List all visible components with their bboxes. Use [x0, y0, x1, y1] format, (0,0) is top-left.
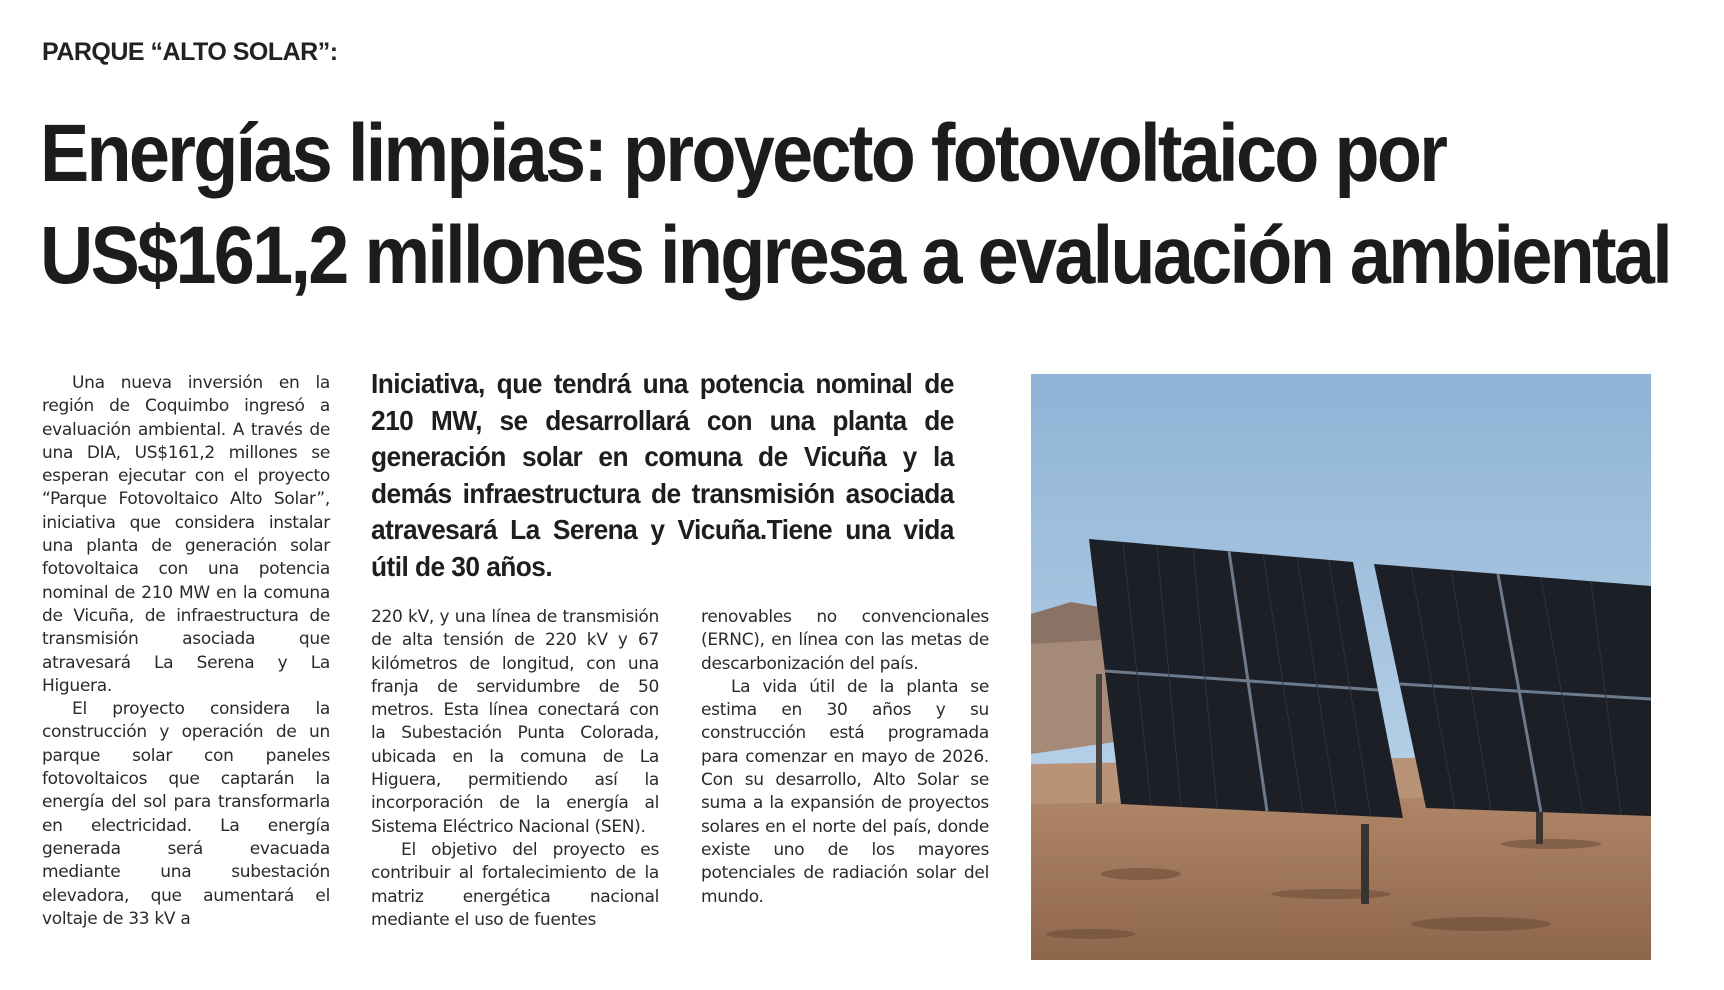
body-paragraph: Una nueva inversión en la región de Coquimbo ingresó a evaluación ambiental. A través de una DIA, US$161,2 millones se esperan ejecutar con el proyecto “Parque Fotovoltaico Alto Solar”, iniciativa que considera instalar una planta de generación solar fotovoltaica con una potencia nominal de 210 MW en la comuna de Vicuña, de infraestructura de transmisión asociada que atravesará La Serena y La Higuera.	[42, 373, 330, 696]
body-column-2	[371, 606, 659, 932]
body-paragraph: 220 kV, y una línea de transmisión de alta tensión de 220 kV y 67 kilómetros de longitud, con una franja de servidumbre de 50 metros. Esta línea conectará con la Subestación Punta Colorada, ubicada en la comuna de La Higuera, permitiendo así la incorporación de la energía al Sistema Eléctrico Nacional (SEN).	[371, 607, 659, 837]
article-headline	[40, 103, 1671, 307]
body-column-1	[42, 372, 330, 931]
solar-panels-photo	[1031, 374, 1651, 960]
body-column-3	[701, 606, 989, 909]
article-kicker: PARQUE “ALTO SOLAR”:	[42, 38, 338, 66]
headline-line-2: US$161,2 millones ingresa a evaluación ambiental	[40, 210, 1671, 301]
body-paragraph: El proyecto considera la construcción y operación de un parque solar con paneles fotovoltaicos que captarán la energía del sol para transformarla en electricidad. La energía generada será evacuada mediante una subestación elevadora, que aumentará el voltaje de 33 kV a	[42, 699, 330, 929]
article-lead: Iniciativa, que tendrá una potencia nominal de 210 MW, se desarrollará con una planta de generación solar en comuna de Vicuña y la demás infraestructura de transmisión asociada atravesará La Serena y Vicuña.Tiene una vida útil de 30 años.	[371, 368, 954, 582]
body-paragraph: El objetivo del proyecto es contribuir al fortalecimiento de la matriz energética nacional mediante el uso de fuentes	[371, 839, 659, 930]
body-paragraph: La vida útil de la planta se estima en 30 años y su construcción está programada para comenzar en mayo de 2026. Con su desarrollo, Alto Solar se suma a la expansión de proyectos solares en el norte del país, donde existe uno de los mayores potenciales de radiación solar del mundo.	[701, 676, 989, 907]
solar-panel-array-left	[1089, 539, 1403, 818]
headline-line-1: Energías limpias: proyecto fotovoltaico por	[40, 108, 1446, 199]
body-paragraph: renovables no convencionales (ERNC), en línea con las metas de descarbonización del país.	[701, 607, 989, 674]
